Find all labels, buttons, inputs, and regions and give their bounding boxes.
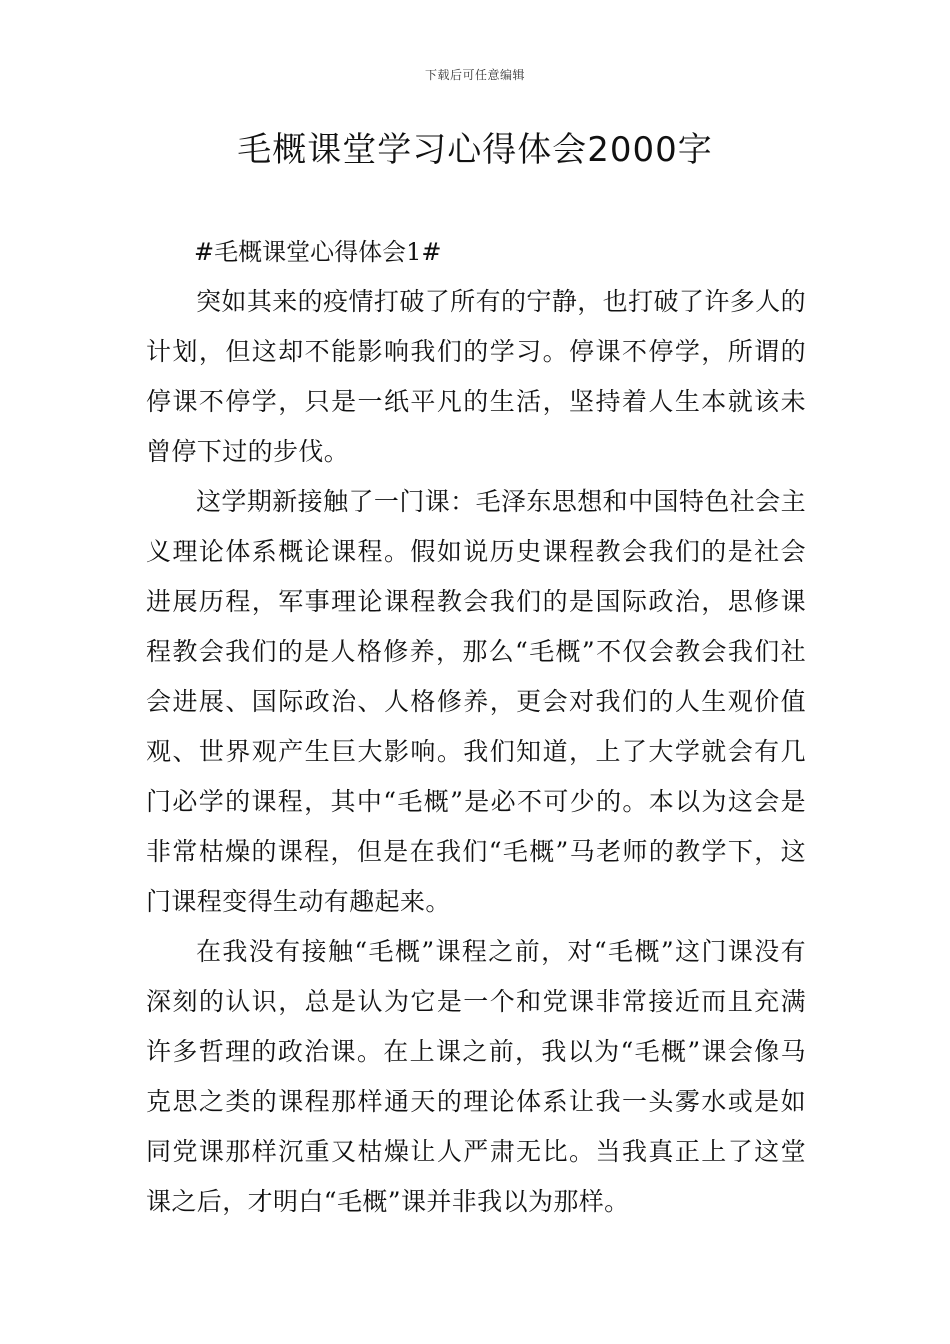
header-note: 下载后可任意编辑	[424, 68, 525, 82]
section-heading: #毛概课堂心得体会1#	[194, 238, 442, 266]
paragraph-2: 这学期新接触了一门课：毛泽东思想和中国特色社会主义理论体系概论课程。假如说历史课程教会我们的是社会进展历程，军事理论课程教会我们的是国际政治，思修课程教会我们的是人格修养，那么“毛概”不仅会教会我们社会进展、国际政治、人格修养，更会对我们的人生观价值观、世界观产生巨大影响。我们知道，上了大学就会有几门必学的课程，其中“毛概”是必不可少的。本以为这会是非常枯燥的课程，但是在我们“毛概”马老师的教学下，这门课程变得生动有趣起来。	[146, 487, 806, 916]
paragraph-3: 在我没有接触“毛概”课程之前，对“毛概”这门课没有深刻的认识，总是认为它是一个和党课非常接近而且充满许多哲理的政治课。在上课之前，我以为“毛概”课会像马克思之类的课程那样通天的理论体系让我一头雾水或是如同党课那样沉重又枯燥让人严肃无比。当我真正上了这堂课之后，才明白“毛概”课并非我以为那样。	[146, 937, 806, 1216]
document-title: 毛概课堂学习心得体会2000字	[237, 130, 713, 170]
paragraph-1: 突如其来的疫情打破了所有的宁静，也打破了许多人的计划，但这却不能影响我们的学习。停课不停学，所谓的停课不停学，只是一纸平凡的生活，坚持着人生本就该未曾停下过的步伐。	[146, 287, 806, 466]
document-body	[146, 227, 806, 1227]
